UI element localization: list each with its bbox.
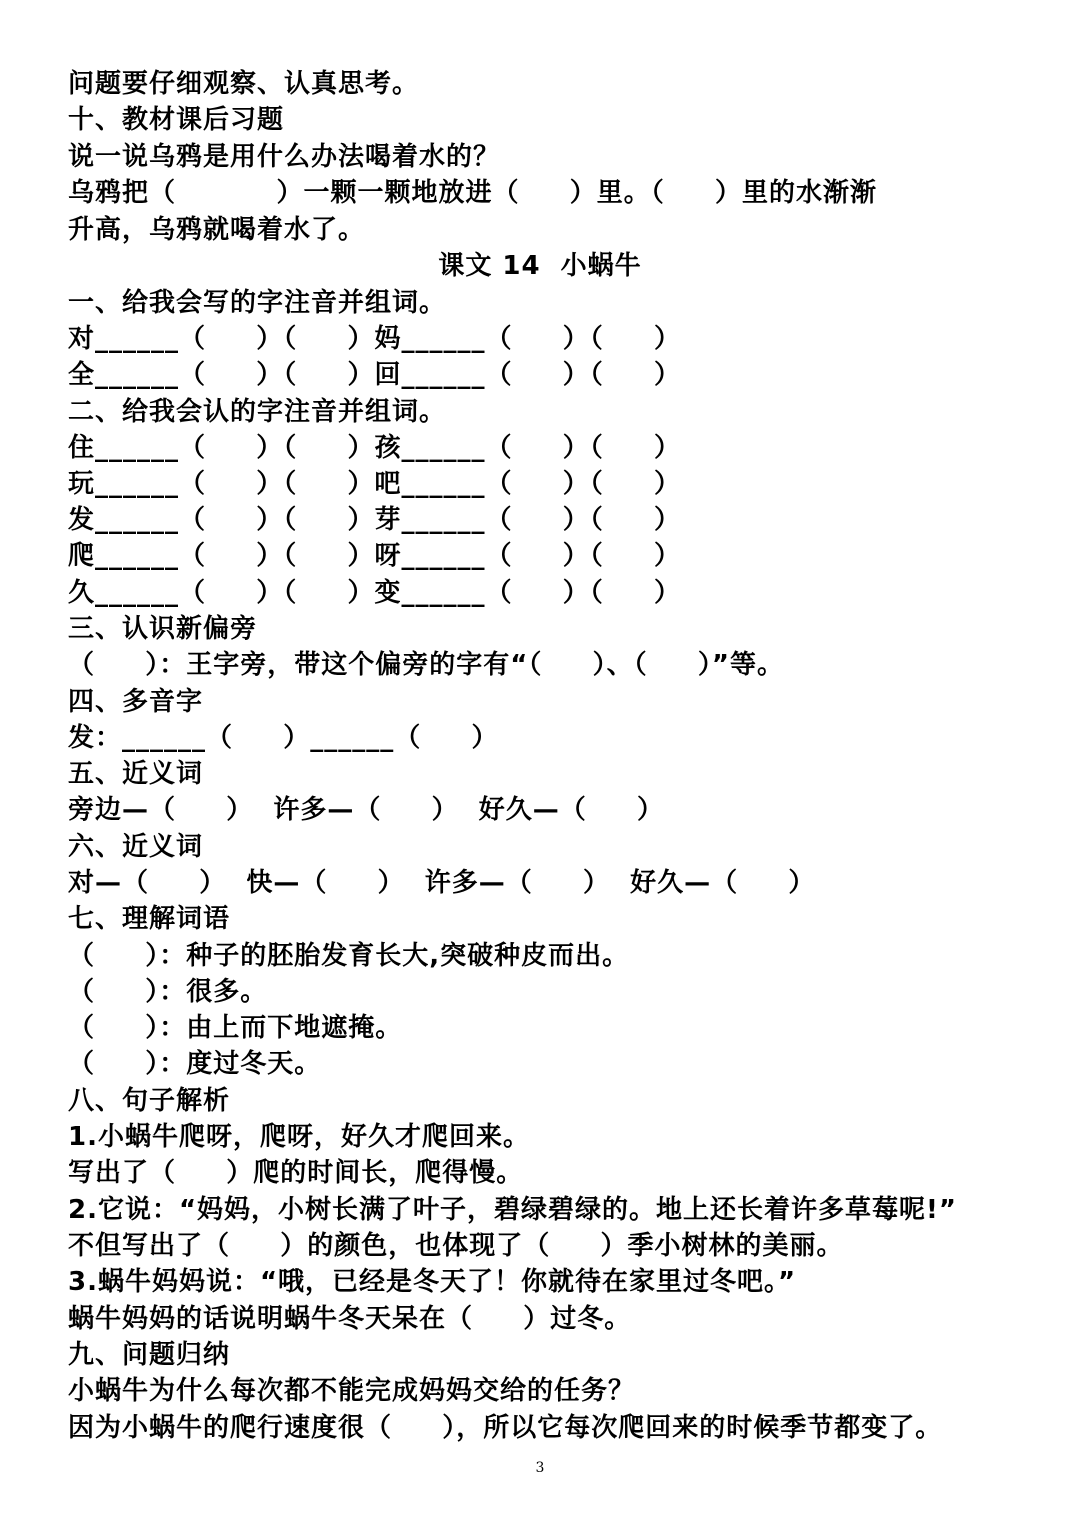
section-heading-3: 三、认识新偏旁 — [68, 614, 258, 644]
exercise-line: 久______（ ）（ ）变______（ ）（ ） — [68, 578, 682, 608]
section-heading-9: 九、问题归纳 — [68, 1340, 231, 1370]
section-heading-2: 二、给我会认的字注音并组词。 — [68, 397, 447, 427]
exercise-line: 3.蜗牛妈妈说：“哦，已经是冬天了！你就待在家里过冬吧。” — [68, 1267, 797, 1297]
text-line-4: 乌鸦把（ ）一颗一颗地放进（ ）里。（ ）里的水渐渐 — [68, 178, 878, 208]
exercise-line: 小蜗牛为什么每次都不能完成妈妈交给的任务？ — [68, 1376, 636, 1406]
exercise-line: 发______（ ）（ ）芽______（ ）（ ） — [68, 505, 682, 535]
exercise-line: 住______（ ）（ ）孩______（ ）（ ） — [68, 433, 682, 463]
exercise-line: 2.它说：“妈妈，小树长满了叶子，碧绿碧绿的。地上还长着许多草莓呢!” — [68, 1195, 958, 1225]
text-line-1: 问题要仔细观察、认真思考。 — [68, 69, 420, 99]
exercise-line: 对—（ ） 快—（ ） 许多—（ ） 好久—（ ） — [68, 868, 816, 898]
exercise-line: （ ）：由上而下地遮掩。 — [68, 1013, 403, 1043]
exercise-line: 玩______（ ）（ ）吧______（ ）（ ） — [68, 469, 682, 499]
section-heading-8: 八、句子解析 — [68, 1086, 231, 1116]
exercise-line: 旁边—（ ） 许多—（ ） 好久—（ ） — [68, 795, 664, 825]
exercise-line: 蜗牛妈妈的话说明蜗牛冬天呆在（ ）过冬。 — [68, 1304, 632, 1334]
section-heading-10: 十、教材课后习题 — [68, 105, 285, 135]
section-heading-1: 一、给我会写的字注音并组词。 — [68, 288, 447, 318]
exercise-line: 写出了（ ）爬的时间长，爬得慢。 — [68, 1158, 524, 1188]
section-heading-7: 七、理解词语 — [68, 904, 231, 934]
exercise-line: 因为小蜗牛的爬行速度很（ ），所以它每次爬回来的时候季节都变了。 — [68, 1413, 943, 1443]
exercise-line: （ ）：度过冬天。 — [68, 1049, 322, 1079]
exercise-line: 爬______（ ）（ ）呀______（ ）（ ） — [68, 541, 682, 571]
section-heading-6: 六、近义词 — [68, 832, 204, 862]
section-heading-5: 五、近义词 — [68, 759, 204, 789]
exercise-line: 不但写出了（ ）的颜色，也体现了（ ）季小树林的美丽。 — [68, 1231, 844, 1261]
text-line-5: 升高，乌鸦就喝着水了。 — [68, 215, 366, 245]
text-line-3: 说一说乌鸦是用什么办法喝着水的？ — [68, 142, 501, 172]
exercise-line: 1.小蜗牛爬呀，爬呀，好久才爬回来。 — [68, 1122, 530, 1152]
page-number: 3 — [535, 1460, 545, 1476]
exercise-line: （ ）：种子的胚胎发育长大,突破种皮而出。 — [68, 941, 630, 971]
exercise-line: （ ）：王字旁，带这个偏旁的字有“（ ）、（ ）”等。 — [68, 650, 784, 680]
lesson-title: 课文 14 小蜗牛 — [438, 251, 642, 281]
section-heading-4: 四、多音字 — [68, 687, 204, 717]
exercise-line: 对______（ ）（ ）妈______（ ）（ ） — [68, 324, 682, 354]
exercise-line: （ ）：很多。 — [68, 977, 268, 1007]
exercise-line: 全______（ ）（ ）回______（ ）（ ） — [68, 360, 682, 390]
exercise-line: 发：______（ ）______（ ） — [68, 723, 499, 753]
